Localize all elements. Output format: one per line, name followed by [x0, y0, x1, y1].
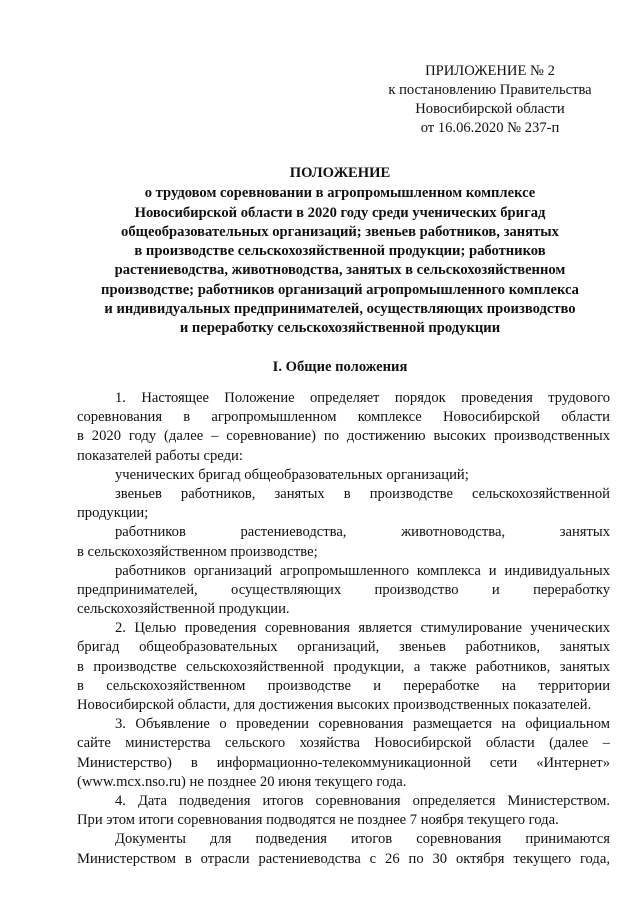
paragraph-2-line: бригад общеобразовательных организаций, звеньев работников, занятых — [77, 639, 610, 656]
list-item-workers: работников растениеводства, животноводства, занятых — [115, 524, 610, 541]
appendix-date: от 16.06.2020 № 237-п — [420, 120, 560, 136]
paragraph-1-line: показателей работы среди: — [77, 447, 243, 464]
paragraph-3-line: 3. Объявление о проведении соревнования размещается на официальном — [115, 716, 610, 733]
appendix-reference: к постановлению Правительства — [388, 82, 592, 98]
title-line: производстве; работников организаций агропромышленного комплекса — [101, 281, 579, 298]
paragraph-5-line: Министерством в отрасли растениеводства с 26 по 30 октября текущего года, — [77, 850, 610, 867]
list-item-organizations: предпринимателей, осуществляющих производство и переработку — [77, 581, 610, 598]
paragraph-3-line: сайте министерства сельского хозяйства Новосибирской области (далее – — [77, 735, 610, 752]
paragraph-3-line: (www.mcx.nso.ru) не позднее 20 июня текущего года. — [77, 773, 407, 790]
document-title — [60, 164, 620, 339]
document-body — [77, 389, 610, 869]
paragraph-2-line: 2. Целью проведения соревнования является стимулирование ученических — [115, 620, 610, 637]
paragraph-3-line: Министерство) в информационно-телекоммуникационной сети «Интернет» — [77, 754, 610, 771]
title-line: о трудовом соревновании в агропромышленном комплексе — [144, 185, 536, 202]
appendix-header — [380, 62, 600, 138]
list-item-organizations: работников организаций агропромышленного комплекса и индивидуальных — [115, 562, 610, 579]
paragraph-1-line: соревнования в агропромышленном комплексе Новосибирской области — [77, 409, 610, 426]
list-item-teams: звеньев работников, занятых в производстве сельскохозяйственной — [115, 485, 610, 502]
title-line: и индивидуальных предпринимателей, осуществляющих производство — [104, 301, 576, 318]
title-line: и переработку сельскохозяйственной продукции — [179, 320, 501, 337]
appendix-region: Новосибирской области — [415, 101, 565, 117]
list-item-organizations: сельскохозяйственной продукции. — [77, 601, 290, 618]
section-heading: I. Общие положения — [272, 359, 408, 375]
title-line: Новосибирской области в 2020 году среди ученических бригад — [134, 204, 546, 221]
title-line: в производстве сельскохозяйственной продукции; работников — [134, 243, 546, 260]
list-item-workers: в сельскохозяйственном производстве; — [77, 543, 318, 560]
title-line: общеобразовательных организаций; звеньев работников, занятых — [121, 223, 559, 240]
list-item-teams: продукции; — [77, 505, 149, 522]
appendix-number: ПРИЛОЖЕНИЕ № 2 — [425, 63, 555, 79]
paragraph-4-line: При этом итоги соревнования подводятся не позднее 7 ноября текущего года. — [77, 812, 559, 829]
paragraph-5-line: Документы для подведения итогов соревнования принимаются — [115, 831, 610, 848]
paragraph-4-line: 4. Дата подведения итогов соревнования определяется Министерством. — [115, 792, 610, 809]
list-item-brigades: ученических бригад общеобразовательных организаций; — [115, 466, 469, 483]
title-main: ПОЛОЖЕНИЕ — [289, 165, 391, 181]
paragraph-1-line: в 2020 году (далее – соревнование) по достижению высоких производственных — [77, 428, 610, 445]
paragraph-2-line: в сельскохозяйственном производстве и переработке на территории — [77, 677, 610, 694]
paragraph-1-line: 1. Настоящее Положение определяет порядок проведения трудового — [115, 390, 610, 406]
title-line: растениеводства, животноводства, занятых в сельскохозяйственном — [114, 262, 566, 279]
paragraph-2-line: Новосибирской области, для достижения высоких производственных показателей. — [77, 697, 592, 713]
paragraph-2-line: в производстве сельскохозяйственной продукции, а также работников, занятых — [77, 658, 610, 675]
